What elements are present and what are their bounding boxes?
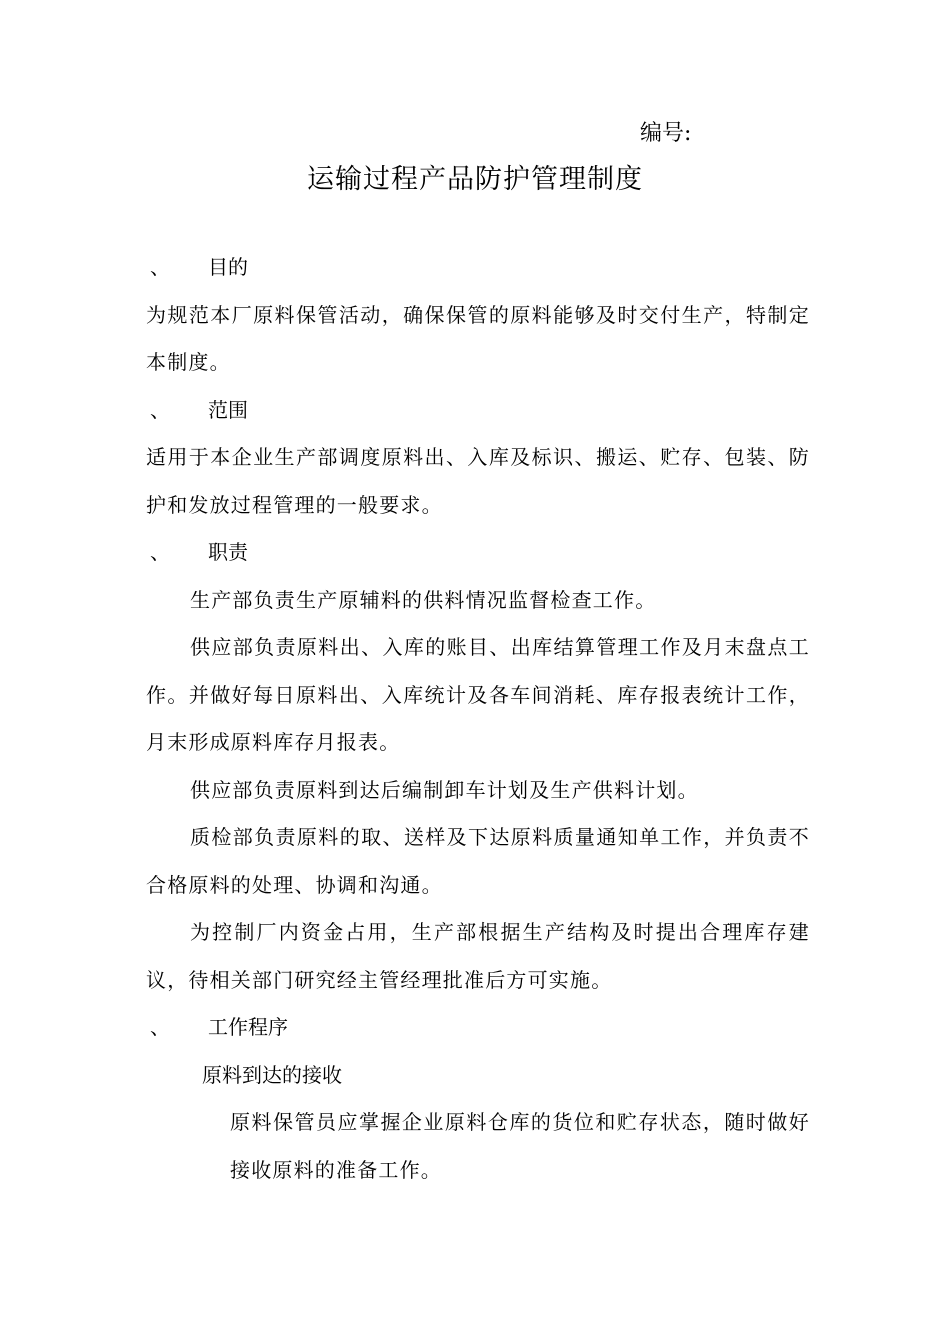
section-heading-responsibilities [146, 529, 810, 577]
responsibility-paragraph: 生产部负责生产原辅料的供料情况监督检查工作。 [190, 587, 657, 612]
section-title: 范围 [208, 397, 248, 422]
section-mark: 、 [150, 255, 170, 279]
responsibility-paragraph: 质检部负责原料的取、送样及下达原料质量通知单工作，并负责不合格原料的处理、协调和沟通。 [146, 825, 810, 897]
section-title: 目的 [208, 255, 248, 279]
section-heading-scope [146, 387, 810, 435]
document-number-label: 编号: [640, 121, 692, 146]
scope-paragraph: 适用于本企业生产部调度原料出、入库及标识、搬运、贮存、包装、防护和发放过程管理的一般要求。 [146, 445, 810, 517]
section-title: 职责 [208, 540, 248, 564]
responsibility-paragraph: 供应部负责原料出、入库的账目、出库结算管理工作及月末盘点工作。并做好每日原料出、入库统计及各车间消耗、库存报表统计工作，月末形成原料库存月报表。 [146, 635, 810, 754]
section-mark: 、 [150, 1015, 170, 1039]
section-mark: 、 [150, 397, 170, 422]
section-heading-procedure [146, 1004, 810, 1052]
section-heading-purpose [146, 244, 810, 292]
document-title: 运输过程产品防护管理制度 [307, 164, 643, 195]
responsibility-paragraph: 为控制厂内资金占用，生产部根据生产结构及时提出合理库存建议，待相关部门研究经主管经理批准后方可实施。 [146, 920, 810, 992]
document-body [146, 244, 810, 1194]
material-receipt-paragraph: 原料保管员应掌握企业原料仓库的货位和贮存状态，随时做好接收原料的准备工作。 [230, 1110, 810, 1182]
section-title: 工作程序 [208, 1015, 288, 1039]
responsibility-paragraph: 供应部负责原料到达后编制卸车计划及生产供料计划。 [190, 777, 699, 802]
purpose-paragraph: 为规范本厂原料保管活动，确保保管的原料能够及时交付生产，特制定本制度。 [146, 302, 810, 374]
subsection-heading-material-receipt: 原料到达的接收 [202, 1062, 342, 1087]
section-mark: 、 [150, 540, 170, 564]
